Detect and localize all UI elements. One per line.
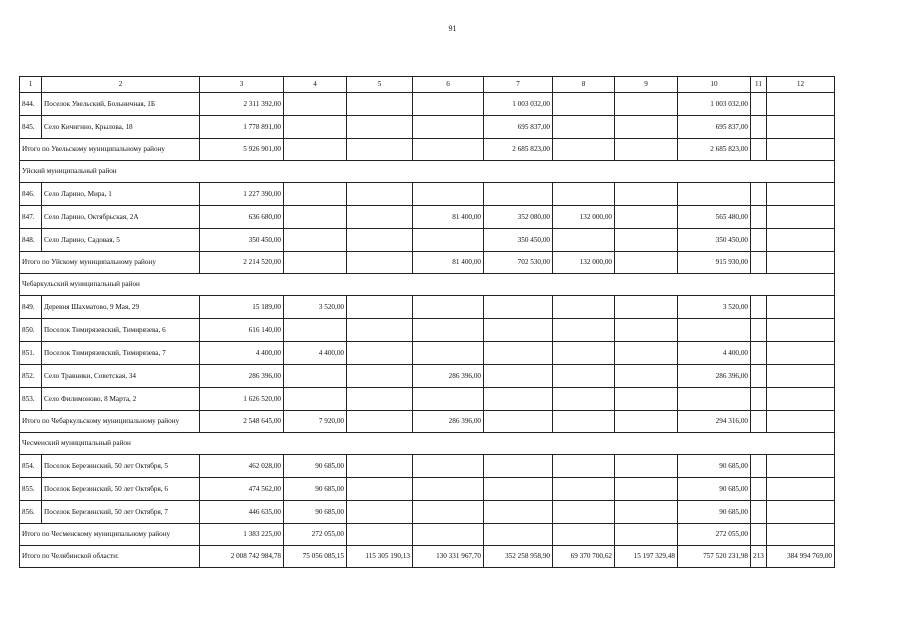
value-cell-col4 <box>284 116 347 139</box>
value-cell-col10: 757 520 231,98 <box>678 546 751 568</box>
row-number: 855. <box>20 478 42 501</box>
value-cell-col5 <box>347 455 413 478</box>
row-number: 850. <box>20 319 42 342</box>
address-cell: Село Ларино, Садовая, 5 <box>42 229 200 252</box>
value-cell-col10: 90 685,00 <box>678 478 751 501</box>
value-cell-col6 <box>413 296 484 319</box>
value-cell-col5 <box>347 411 413 433</box>
table-row <box>20 478 835 501</box>
value-cell-col10: 4 400,00 <box>678 342 751 365</box>
value-cell-col4 <box>284 93 347 116</box>
value-cell-col6: 130 331 967,70 <box>413 546 484 568</box>
value-cell-col11 <box>751 93 767 116</box>
value-cell-col11 <box>751 319 767 342</box>
address-cell: Поселок Березинский, 50 лет Октября, 6 <box>42 478 200 501</box>
value-cell-col6 <box>413 455 484 478</box>
value-cell-col8 <box>553 455 615 478</box>
total-label: Итого по Увельскому муниципальному району <box>20 139 200 161</box>
value-cell-col3: 15 189,00 <box>200 296 284 319</box>
value-cell-col4: 90 685,00 <box>284 455 347 478</box>
address-cell: Село Филимоново, 8 Марта, 2 <box>42 388 200 411</box>
value-cell-col10: 90 685,00 <box>678 455 751 478</box>
value-cell-col7 <box>484 296 553 319</box>
grand-total-row <box>20 546 835 568</box>
value-cell-col12 <box>767 116 835 139</box>
table-row <box>20 319 835 342</box>
row-number: 845. <box>20 116 42 139</box>
section-title: Чесменский муниципальный район <box>20 433 835 455</box>
section-heading-row <box>20 433 835 455</box>
value-cell-col7: 695 837,00 <box>484 116 553 139</box>
value-cell-col10 <box>678 388 751 411</box>
value-cell-col10 <box>678 319 751 342</box>
value-cell-col7 <box>484 411 553 433</box>
value-cell-col11 <box>751 342 767 365</box>
value-cell-col12 <box>767 455 835 478</box>
value-cell-col12 <box>767 206 835 229</box>
address-cell: Поселок Березинский, 50 лет Октября, 5 <box>42 455 200 478</box>
value-cell-col11 <box>751 411 767 433</box>
value-cell-col6 <box>413 319 484 342</box>
value-cell-col3: 462 028,00 <box>200 455 284 478</box>
value-cell-col3: 1 227 390,00 <box>200 183 284 206</box>
value-cell-col12 <box>767 411 835 433</box>
value-cell-col3: 1 383 225,00 <box>200 524 284 546</box>
value-cell-col12: 384 994 769,00 <box>767 546 835 568</box>
row-number: 847. <box>20 206 42 229</box>
value-cell-col7 <box>484 455 553 478</box>
value-cell-col6 <box>413 183 484 206</box>
value-cell-col6: 286 396,00 <box>413 411 484 433</box>
value-cell-col8 <box>553 229 615 252</box>
value-cell-col8 <box>553 501 615 524</box>
value-cell-col3: 636 680,00 <box>200 206 284 229</box>
value-cell-col11 <box>751 206 767 229</box>
column-number: 4 <box>284 77 347 93</box>
value-cell-col9 <box>615 365 678 388</box>
table-row <box>20 116 835 139</box>
value-cell-col4 <box>284 206 347 229</box>
district-total-row <box>20 252 835 274</box>
value-cell-col10: 350 450,00 <box>678 229 751 252</box>
value-cell-col7 <box>484 342 553 365</box>
table-row <box>20 93 835 116</box>
value-cell-col7 <box>484 365 553 388</box>
value-cell-col9 <box>615 501 678 524</box>
value-cell-col3: 2 311 392,00 <box>200 93 284 116</box>
value-cell-col11 <box>751 524 767 546</box>
value-cell-col4: 4 400,00 <box>284 342 347 365</box>
value-cell-col3: 2 548 645,00 <box>200 411 284 433</box>
column-number-header <box>20 77 835 93</box>
table-row <box>20 296 835 319</box>
value-cell-col8 <box>553 388 615 411</box>
address-cell: Село Травники, Советская, 34 <box>42 365 200 388</box>
value-cell-col5 <box>347 183 413 206</box>
row-number: 851. <box>20 342 42 365</box>
total-label: Итого по Челябинской области: <box>20 546 200 568</box>
value-cell-col3: 616 140,00 <box>200 319 284 342</box>
value-cell-col8 <box>553 139 615 161</box>
value-cell-col8 <box>553 116 615 139</box>
value-cell-col7 <box>484 478 553 501</box>
value-cell-col9 <box>615 139 678 161</box>
value-cell-col9 <box>615 116 678 139</box>
value-cell-col5 <box>347 365 413 388</box>
value-cell-col9 <box>615 93 678 116</box>
value-cell-col10: 272 055,00 <box>678 524 751 546</box>
value-cell-col11 <box>751 501 767 524</box>
value-cell-col4 <box>284 365 347 388</box>
value-cell-col7: 352 080,00 <box>484 206 553 229</box>
value-cell-col10: 1 003 032,00 <box>678 93 751 116</box>
table-row <box>20 501 835 524</box>
value-cell-col9 <box>615 342 678 365</box>
value-cell-col6 <box>413 139 484 161</box>
value-cell-col7: 702 530,00 <box>484 252 553 274</box>
district-total-row <box>20 524 835 546</box>
value-cell-col6 <box>413 388 484 411</box>
row-number: 854. <box>20 455 42 478</box>
value-cell-col5 <box>347 229 413 252</box>
value-cell-col3: 446 635,00 <box>200 501 284 524</box>
table-row <box>20 206 835 229</box>
value-cell-col6 <box>413 93 484 116</box>
value-cell-col11 <box>751 116 767 139</box>
value-cell-col7 <box>484 388 553 411</box>
value-cell-col10: 294 316,00 <box>678 411 751 433</box>
value-cell-col12 <box>767 524 835 546</box>
value-cell-col12 <box>767 93 835 116</box>
value-cell-col12 <box>767 183 835 206</box>
column-number: 12 <box>767 77 835 93</box>
address-cell: Поселок Тимирязевский, Тимирязева, 7 <box>42 342 200 365</box>
address-cell: Деревня Шахматово, 9 Мая, 29 <box>42 296 200 319</box>
value-cell-col6: 286 396,00 <box>413 365 484 388</box>
value-cell-col9 <box>615 229 678 252</box>
value-cell-col6 <box>413 229 484 252</box>
value-cell-col4: 3 520,00 <box>284 296 347 319</box>
section-title: Чебаркульский муниципальный район <box>20 274 835 296</box>
value-cell-col5: 115 305 190,13 <box>347 546 413 568</box>
value-cell-col5 <box>347 139 413 161</box>
value-cell-col12 <box>767 501 835 524</box>
value-cell-col5 <box>347 116 413 139</box>
value-cell-col11 <box>751 252 767 274</box>
table-row <box>20 342 835 365</box>
value-cell-col5 <box>347 93 413 116</box>
row-number: 849. <box>20 296 42 319</box>
value-cell-col7 <box>484 319 553 342</box>
value-cell-col4 <box>284 229 347 252</box>
total-label: Итого по Уйскому муниципальному району <box>20 252 200 274</box>
row-number: 853. <box>20 388 42 411</box>
value-cell-col8: 132 000,00 <box>553 206 615 229</box>
value-cell-col8 <box>553 93 615 116</box>
column-number: 7 <box>484 77 553 93</box>
table-row <box>20 388 835 411</box>
value-cell-col12 <box>767 342 835 365</box>
value-cell-col3: 2 214 520,00 <box>200 252 284 274</box>
value-cell-col11 <box>751 296 767 319</box>
value-cell-col4 <box>284 139 347 161</box>
address-cell: Поселок Увельский, Больничная, 1Б <box>42 93 200 116</box>
value-cell-col8 <box>553 478 615 501</box>
value-cell-col12 <box>767 319 835 342</box>
column-number: 1 <box>20 77 42 93</box>
value-cell-col5 <box>347 478 413 501</box>
address-cell: Село Ларино, Октябрьская, 2А <box>42 206 200 229</box>
value-cell-col6 <box>413 478 484 501</box>
column-number: 10 <box>678 77 751 93</box>
value-cell-col3: 350 450,00 <box>200 229 284 252</box>
value-cell-col5 <box>347 206 413 229</box>
column-number: 3 <box>200 77 284 93</box>
column-number: 11 <box>751 77 767 93</box>
value-cell-col9 <box>615 206 678 229</box>
column-number: 8 <box>553 77 615 93</box>
value-cell-col4 <box>284 183 347 206</box>
value-cell-col12 <box>767 229 835 252</box>
value-cell-col3: 1 626 520,00 <box>200 388 284 411</box>
value-cell-col10: 565 480,00 <box>678 206 751 229</box>
value-cell-col9 <box>615 319 678 342</box>
total-label: Итого по Чесменскому муниципальному району <box>20 524 200 546</box>
value-cell-col9 <box>615 411 678 433</box>
column-number: 2 <box>42 77 200 93</box>
value-cell-col7 <box>484 501 553 524</box>
value-cell-col12 <box>767 478 835 501</box>
value-cell-col10 <box>678 183 751 206</box>
value-cell-col9 <box>615 388 678 411</box>
value-cell-col9 <box>615 296 678 319</box>
value-cell-col11 <box>751 478 767 501</box>
value-cell-col9 <box>615 183 678 206</box>
column-number: 6 <box>413 77 484 93</box>
value-cell-col5 <box>347 319 413 342</box>
value-cell-col5 <box>347 342 413 365</box>
value-cell-col6: 81 400,00 <box>413 206 484 229</box>
value-cell-col4: 75 056 085,15 <box>284 546 347 568</box>
value-cell-col5 <box>347 524 413 546</box>
value-cell-col11 <box>751 455 767 478</box>
column-number: 5 <box>347 77 413 93</box>
address-cell: Поселок Тимирязевский, Тимирязева, 6 <box>42 319 200 342</box>
value-cell-col6 <box>413 342 484 365</box>
value-cell-col10: 90 685,00 <box>678 501 751 524</box>
value-cell-col11 <box>751 365 767 388</box>
value-cell-col9 <box>615 252 678 274</box>
value-cell-col5 <box>347 501 413 524</box>
value-cell-col10: 286 396,00 <box>678 365 751 388</box>
value-cell-col7 <box>484 524 553 546</box>
table-row <box>20 183 835 206</box>
value-cell-col9 <box>615 524 678 546</box>
address-cell: Село Ларино, Мира, 1 <box>42 183 200 206</box>
table-row <box>20 455 835 478</box>
row-number: 846. <box>20 183 42 206</box>
value-cell-col12 <box>767 252 835 274</box>
value-cell-col6: 81 400,00 <box>413 252 484 274</box>
section-title: Уйский муниципальный район <box>20 161 835 183</box>
value-cell-col6 <box>413 524 484 546</box>
row-number: 848. <box>20 229 42 252</box>
value-cell-col8: 132 000,00 <box>553 252 615 274</box>
value-cell-col10: 695 837,00 <box>678 116 751 139</box>
value-cell-col12 <box>767 388 835 411</box>
value-cell-col8 <box>553 319 615 342</box>
allocation-table <box>19 76 835 568</box>
value-cell-col11 <box>751 139 767 161</box>
value-cell-col5 <box>347 388 413 411</box>
value-cell-col8 <box>553 524 615 546</box>
value-cell-col6 <box>413 116 484 139</box>
value-cell-col4: 272 055,00 <box>284 524 347 546</box>
value-cell-col10: 2 685 823,00 <box>678 139 751 161</box>
value-cell-col10: 915 930,00 <box>678 252 751 274</box>
value-cell-col9 <box>615 478 678 501</box>
value-cell-col11 <box>751 229 767 252</box>
table-row <box>20 229 835 252</box>
district-total-row <box>20 411 835 433</box>
value-cell-col9: 15 197 329,48 <box>615 546 678 568</box>
total-label: Итого по Чебаркульскому муниципальному району <box>20 411 200 433</box>
value-cell-col6 <box>413 501 484 524</box>
district-total-row <box>20 139 835 161</box>
value-cell-col3: 474 562,00 <box>200 478 284 501</box>
address-cell: Поселок Березинский, 50 лет Октября, 7 <box>42 501 200 524</box>
value-cell-col7: 352 258 958,90 <box>484 546 553 568</box>
value-cell-col8 <box>553 342 615 365</box>
value-cell-col12 <box>767 296 835 319</box>
value-cell-col12 <box>767 365 835 388</box>
column-number: 9 <box>615 77 678 93</box>
value-cell-col4: 7 920,00 <box>284 411 347 433</box>
value-cell-col8: 69 370 700,62 <box>553 546 615 568</box>
value-cell-col9 <box>615 455 678 478</box>
value-cell-col4 <box>284 252 347 274</box>
value-cell-col11: 213 <box>751 546 767 568</box>
value-cell-col11 <box>751 388 767 411</box>
value-cell-col4 <box>284 319 347 342</box>
value-cell-col4: 90 685,00 <box>284 478 347 501</box>
value-cell-col7: 2 685 823,00 <box>484 139 553 161</box>
value-cell-col11 <box>751 183 767 206</box>
value-cell-col5 <box>347 296 413 319</box>
value-cell-col3: 5 926 901,00 <box>200 139 284 161</box>
value-cell-col12 <box>767 139 835 161</box>
value-cell-col3: 4 400,00 <box>200 342 284 365</box>
value-cell-col7 <box>484 183 553 206</box>
value-cell-col4: 90 685,00 <box>284 501 347 524</box>
section-heading-row <box>20 161 835 183</box>
page-number: 91 <box>448 24 457 33</box>
value-cell-col4 <box>284 388 347 411</box>
row-number: 856. <box>20 501 42 524</box>
value-cell-col8 <box>553 183 615 206</box>
value-cell-col5 <box>347 252 413 274</box>
value-cell-col3: 1 778 891,00 <box>200 116 284 139</box>
table-row <box>20 365 835 388</box>
value-cell-col8 <box>553 365 615 388</box>
value-cell-col7: 1 003 032,00 <box>484 93 553 116</box>
value-cell-col3: 286 396,00 <box>200 365 284 388</box>
value-cell-col8 <box>553 296 615 319</box>
row-number: 844. <box>20 93 42 116</box>
row-number: 852. <box>20 365 42 388</box>
value-cell-col3: 2 008 742 984,78 <box>200 546 284 568</box>
address-cell: Село Кичигино, Крылова, 18 <box>42 116 200 139</box>
section-heading-row <box>20 274 835 296</box>
value-cell-col7: 350 450,00 <box>484 229 553 252</box>
value-cell-col8 <box>553 411 615 433</box>
value-cell-col10: 3 520,00 <box>678 296 751 319</box>
